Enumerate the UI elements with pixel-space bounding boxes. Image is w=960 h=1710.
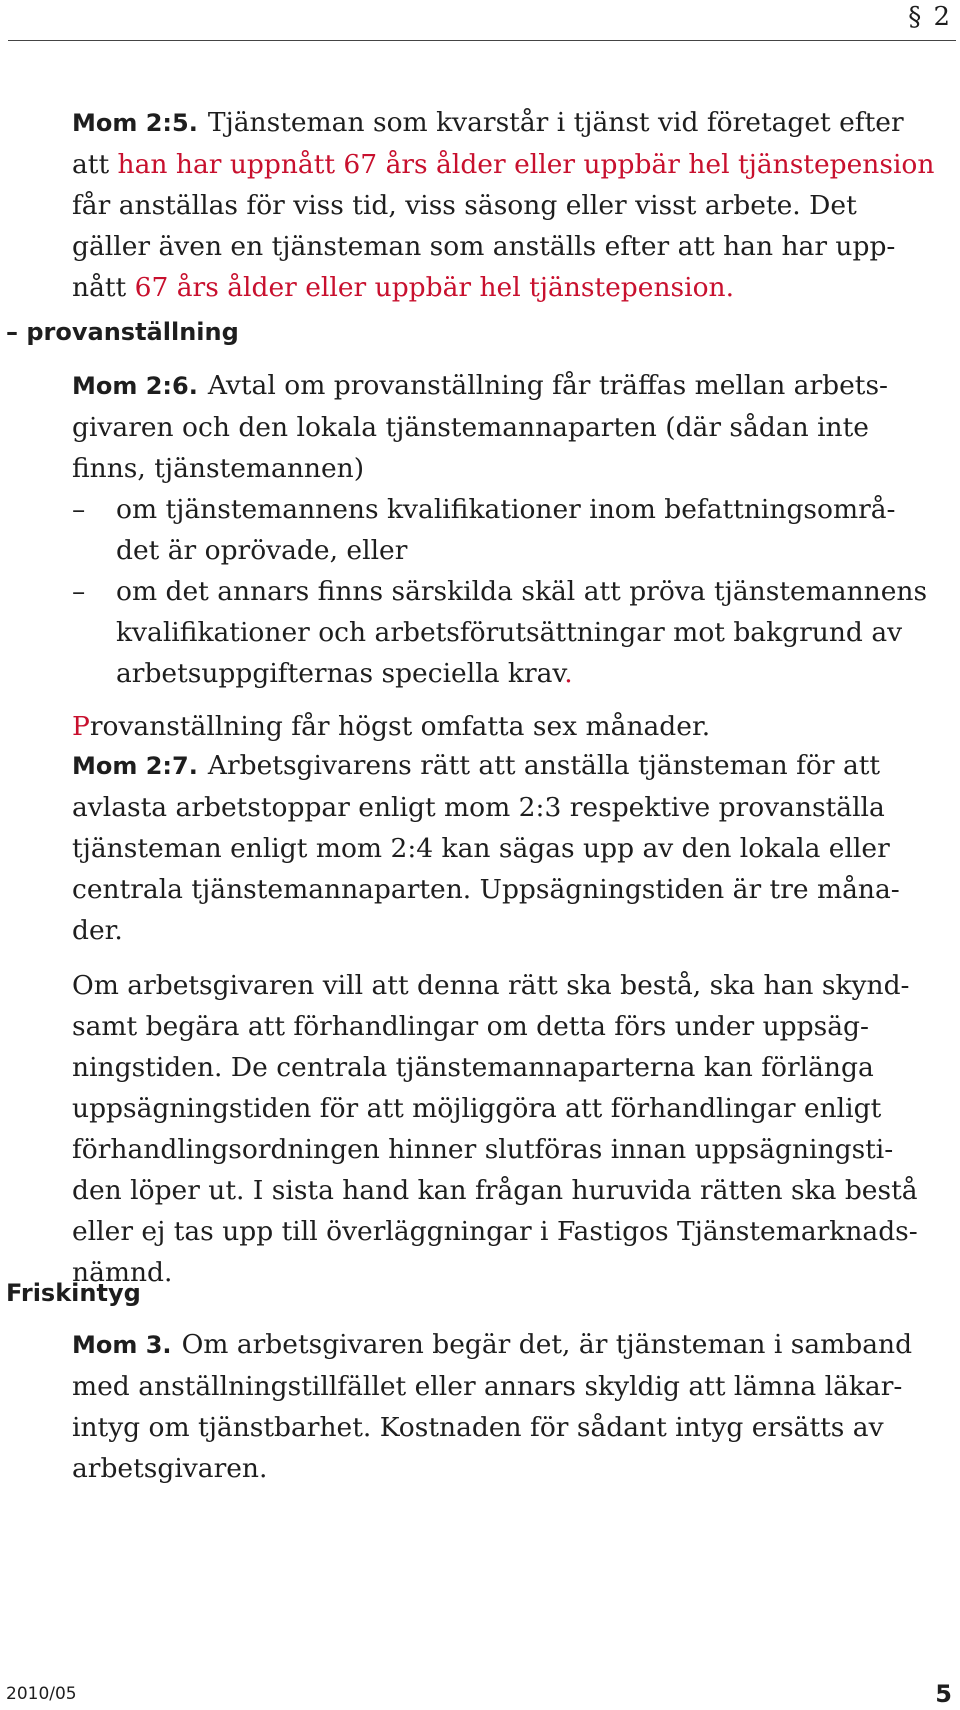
- page-number: 5: [935, 1680, 952, 1708]
- mom-2-6-line-1: [72, 365, 952, 407]
- mom-3-line-1: [72, 1324, 952, 1366]
- mom-2-7-line-3: tjänsteman enligt mom 2:4 kan sägas upp av den lokala eller: [72, 833, 890, 864]
- mom-2-7-line-2: avlasta arbetstoppar enligt mom 2:3 respektive provanställa: [72, 792, 885, 823]
- text: nått: [72, 272, 135, 303]
- highlighted-text: han har uppnått 67 års ålder eller uppbär hel tjänstepension: [117, 149, 935, 180]
- text: att: [72, 149, 118, 180]
- mom-2-5-label: Mom 2:5.: [72, 109, 198, 137]
- p2-line-8: nämnd.: [72, 1257, 173, 1288]
- list-item-text: arbetsuppgifternas speciella krav: [116, 658, 565, 689]
- p2-line-4: uppsägningstiden för att möjliggöra att förhandlingar enligt: [72, 1093, 882, 1124]
- section-mark: § 2: [908, 2, 952, 32]
- footer-date: 2010/05: [6, 1684, 77, 1704]
- highlighted-text: P: [72, 711, 90, 742]
- mom-2-5-line-4: gäller även en tjänsteman som anställs efter att han har upp-: [72, 231, 896, 262]
- list-item-2-line-3: [72, 653, 952, 694]
- mom-2-5-line-3: får anställas för viss tid, viss säsong eller visst arbete. Det: [72, 190, 857, 221]
- mom-2-6-line-2: givaren och den lokala tjänstemannaparten (där sådan inte: [72, 412, 869, 443]
- mom-2-6-paragraph: [72, 365, 952, 747]
- mom-2-7-text: Arbetsgivarens rätt att anställa tjänsteman för att: [207, 750, 881, 781]
- mom-2-5-text: Tjänsteman som kvarstår i tjänst vid företaget efter: [207, 107, 904, 138]
- side-heading-provanstallning: – provanställning: [6, 318, 239, 346]
- list-item-2-line-2: kvalifikationer och arbetsförutsättningar mot bakgrund av: [116, 617, 903, 648]
- highlighted-text: .: [564, 658, 573, 689]
- p2-line-6: den löper ut. I sista hand kan frågan huruvida rätten ska bestå: [72, 1175, 918, 1206]
- side-heading-friskintyg: Friskintyg: [6, 1279, 141, 1307]
- mom-2-7-line-4: centrala tjänstemannaparten. Uppsägningstiden är tre måna-: [72, 874, 900, 905]
- mom-2-7-line-1: [72, 745, 952, 787]
- p2-line-7: eller ej tas upp till överläggningar i Fastigos Tjänstemarknads-: [72, 1216, 918, 1247]
- dash-bullet: –: [72, 494, 86, 525]
- p2-line-2: samt begära att förhandlingar om detta förs under uppsäg-: [72, 1011, 869, 1042]
- mom-3-line-2: med anställningstillfället eller annars skyldig att lämna läkar-: [72, 1371, 903, 1402]
- header-rule: [8, 40, 956, 41]
- mom-3-line-3: intyg om tjänstbarhet. Kostnaden för sådant intyg ersätts av: [72, 1412, 884, 1443]
- mom-2-6-line-3: finns, tjänstemannen): [72, 453, 365, 484]
- p2-line-3: ningstiden. De centrala tjänstemannaparterna kan förlänga: [72, 1052, 874, 1083]
- list-item-2-line-1: [72, 571, 952, 612]
- p2-line-5: förhandlingsordningen hinner slutföras innan uppsägningsti-: [72, 1134, 894, 1165]
- mom-2-6-paragraph-2: [72, 706, 952, 747]
- p2-line-1: Om arbetsgivaren vill att denna rätt ska bestå, ska han skynd-: [72, 970, 910, 1001]
- mom-2-5-line-1: [72, 102, 952, 144]
- mom-3-line-4: arbetsgivaren.: [72, 1453, 268, 1484]
- mom-2-7-paragraph-2: [72, 965, 952, 1293]
- list-item-text: om tjänstemannens kvalifikationer inom befattningsområ-: [116, 494, 896, 525]
- highlighted-text: 67 års ålder eller uppbär hel tjänstepension.: [134, 272, 735, 303]
- mom-2-5-line-2: [72, 144, 952, 185]
- mom-3-text: Om arbetsgivaren begär det, är tjänsteman i samband: [181, 1329, 913, 1360]
- mom-2-7-paragraph: [72, 745, 952, 1293]
- list-item-text: om det annars finns särskilda skäl att pröva tjänstemannens: [116, 576, 928, 607]
- mom-2-7-label: Mom 2:7.: [72, 752, 198, 780]
- dash-bullet: –: [72, 576, 86, 607]
- text: rovanställning får högst omfatta sex månader.: [89, 711, 711, 742]
- list-item-1-line-1: [72, 489, 952, 530]
- mom-2-5-paragraph: [72, 102, 952, 308]
- mom-3-label: Mom 3.: [72, 1331, 172, 1359]
- mom-2-5-line-5: [72, 267, 952, 308]
- list-item-1-line-2: det är oprövade, eller: [116, 535, 408, 566]
- mom-2-7-line-5: der.: [72, 915, 123, 946]
- mom-3-paragraph: [72, 1324, 952, 1489]
- mom-2-6-text: Avtal om provanställning får träffas mellan arbets-: [207, 370, 888, 401]
- mom-2-6-label: Mom 2:6.: [72, 372, 198, 400]
